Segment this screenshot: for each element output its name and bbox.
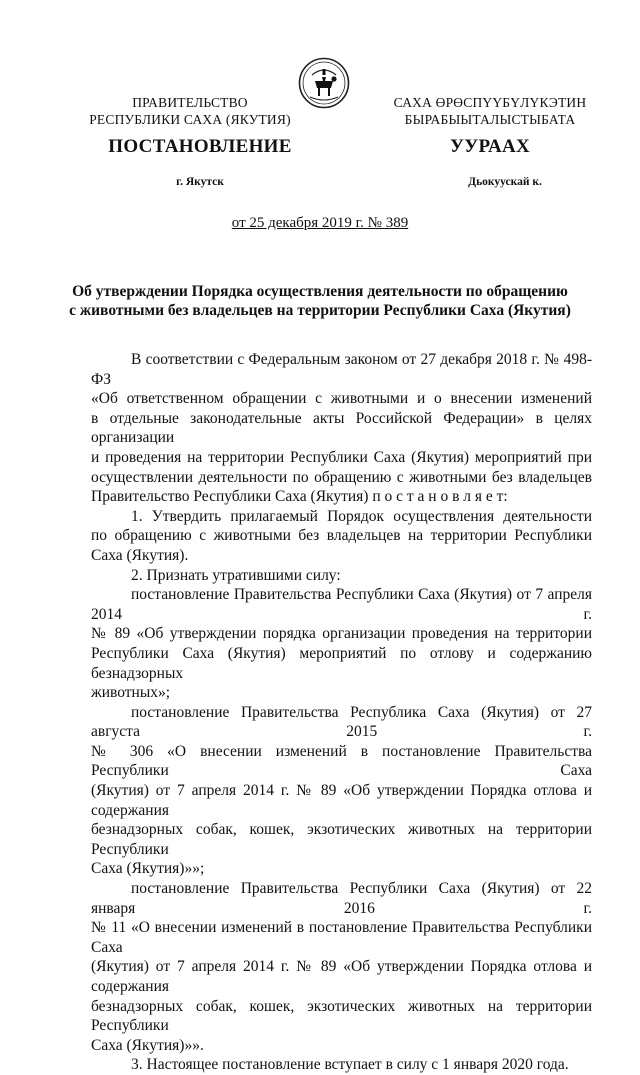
repeal-1-line: постановление Правительства Республики Саха (Якутия) от 7 апреля 2014 г. bbox=[91, 586, 592, 623]
document-body bbox=[91, 350, 592, 1075]
body-line: «Об ответственном обращении с животными и о внесении изменений bbox=[91, 390, 592, 408]
repeal-1-line: № 89 «Об утверждении порядка организации проведения на территории bbox=[91, 625, 592, 643]
body-line: в отдельные законодательные акты Российской Федерации» в целях организации bbox=[91, 409, 592, 447]
coat-of-arms-icon bbox=[298, 57, 350, 109]
item-1-line: по обращению с животными без владельцев на территории Республики bbox=[91, 527, 592, 545]
repeal-2-line: постановление Правительства Республика Саха (Якутия) от 27 августа 2015 г. bbox=[91, 703, 592, 741]
document-title-line-2: с животными без владельцев на территории Республики Саха (Якутия) bbox=[69, 302, 571, 319]
government-line-2: РЕСПУБЛИКИ САХА (ЯКУТИЯ) bbox=[89, 112, 291, 127]
repeal-3-line: (Якутия) от 7 апреля 2014 г. № 89 «Об утверждении Порядка отлова и содержания bbox=[91, 958, 592, 995]
document-type-ru: ПОСТАНОВЛЕНИЕ bbox=[108, 136, 292, 157]
repeal-2-line: (Якутия) от 7 апреля 2014 г. № 89 «Об утверждении Порядка отлова и содержания bbox=[91, 782, 592, 819]
body-line: В соответствии с Федеральным законом от 27 декабря 2018 г. № 498-ФЗ bbox=[91, 351, 592, 388]
government-sakha-line-2: БЫРАБЫЫТАЛЫСТЫБАТА bbox=[404, 112, 576, 127]
repeal-2-line: № 306 «О внесении изменений в постановление Правительства Республики Саха bbox=[91, 742, 592, 780]
item-3: 3. Настоящее постановление вступает в силу с 1 января 2020 года. bbox=[131, 1056, 569, 1074]
repeal-1-line: животных»; bbox=[91, 684, 171, 702]
body-line: и проведения на территории Республики Саха (Якутия) мероприятий при bbox=[91, 448, 592, 466]
city-ru: г. Якутск bbox=[176, 176, 224, 188]
document-date-number: от 25 декабря 2019 г. № 389 bbox=[231, 215, 409, 231]
city-sakha: Дьокуускай к. bbox=[468, 176, 542, 188]
document-title-line-1: Об утверждении Порядка осуществления деятельности по обращению bbox=[72, 283, 568, 300]
repeal-2-line: Саха (Якутия)»»; bbox=[91, 860, 205, 878]
repeal-3-line: № 11 «О внесении изменений в постановление Правительства Республики Саха bbox=[91, 919, 592, 956]
repeal-1-line: Республики Саха (Якутия) мероприятий по отлову и содержанию безнадзорных bbox=[91, 644, 592, 682]
item-2: 2. Признать утратившими силу: bbox=[131, 566, 341, 584]
repeal-3-line: безнадзорных собак, кошек, экзотических животных на территории Республики bbox=[91, 997, 592, 1035]
government-name-sakha bbox=[380, 94, 600, 128]
item-1-line: 1. Утвердить прилагаемый Порядок осуществления деятельности bbox=[131, 507, 592, 525]
repeal-3-line: постановление Правительства Республики Саха (Якутия) от 22 января 2016 г. bbox=[91, 880, 592, 917]
government-name-ru bbox=[80, 94, 300, 128]
body-line: Правительство Республики Саха (Якутия) п о с т а н о в л я е т: bbox=[91, 488, 508, 506]
repeal-3-line: Саха (Якутия)»». bbox=[91, 1036, 204, 1054]
document-title bbox=[60, 282, 580, 320]
government-sakha-line-1: САХА ӨРӨСПҮҮБҮЛҮКЭТИН bbox=[393, 95, 587, 110]
body-line: осуществлении деятельности по обращению с животными без владельцев bbox=[91, 468, 592, 486]
document-type-sakha: УУРААХ bbox=[449, 136, 531, 157]
item-1-line: Саха (Якутия). bbox=[91, 546, 189, 564]
repeal-2-line: безнадзорных собак, кошек, экзотических животных на территории Республики bbox=[91, 821, 592, 858]
government-line-1: ПРАВИТЕЛЬСТВО bbox=[132, 95, 248, 110]
